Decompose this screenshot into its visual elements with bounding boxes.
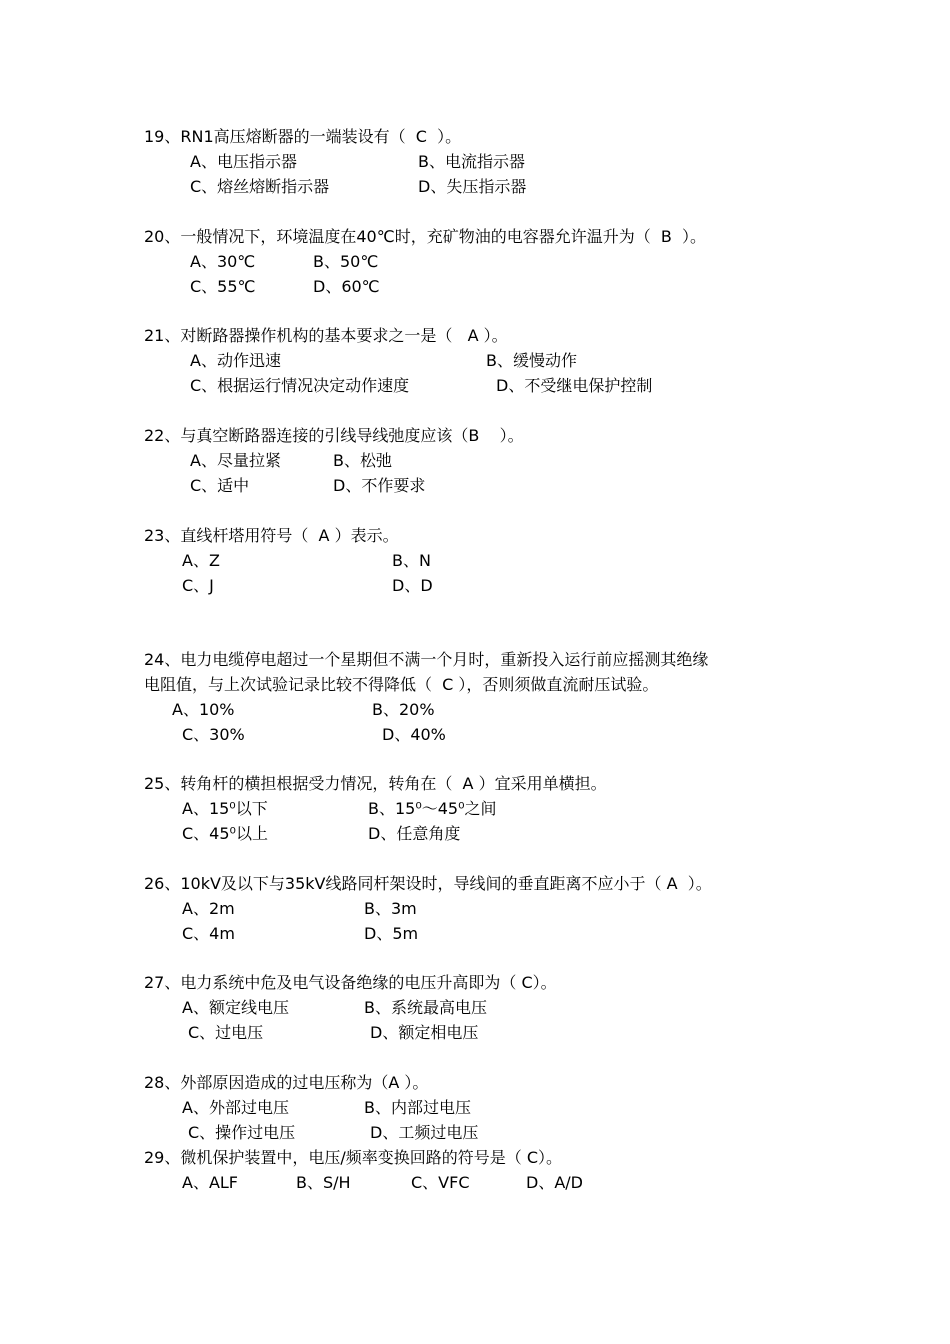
option-26-a: A、2m — [182, 899, 235, 918]
option-19-b: B、电流指示器 — [418, 152, 525, 171]
option-23-a: A、Z — [182, 551, 220, 570]
option-24-b: B、20% — [372, 700, 435, 719]
option-23-c: C、J — [182, 576, 214, 595]
question-29: 29、微机保护装置中，电压/频率变换回路的符号是（ C）。 — [144, 1148, 563, 1167]
question-20: 20、一般情况下，环境温度在40℃时，充矿物油的电容器允许温升为（ B ）。 — [144, 227, 707, 246]
option-22-d: D、不作要求 — [333, 476, 426, 495]
question-24: 24、电力电缆停电超过一个星期但不满一个月时，重新投入运行前应摇测其绝缘 — [144, 650, 709, 669]
option-25-d: D、任意角度 — [368, 824, 461, 843]
option-21-c: C、根据运行情况决定动作速度 — [190, 376, 410, 395]
option-28-c: C、操作过电压 — [188, 1123, 296, 1142]
option-19-c: C、熔丝熔断指示器 — [190, 177, 330, 196]
option-22-a: A、尽量拉紧 — [190, 451, 281, 470]
option-29-b: B、S/H — [296, 1173, 351, 1192]
option-23-b: B、N — [392, 551, 431, 570]
option-27-d: D、额定相电压 — [370, 1023, 479, 1042]
question-23: 23、直线杆塔用符号（ A ）表示。 — [144, 526, 399, 545]
question-28: 28、外部原因造成的过电压称为（A ）。 — [144, 1073, 429, 1092]
option-24-a: A、10% — [172, 700, 235, 719]
option-26-c: C、4m — [182, 924, 235, 943]
option-28-d: D、工频过电压 — [370, 1123, 479, 1142]
option-20-a: A、30℃ — [190, 252, 256, 271]
option-21-d: D、不受继电保护控制 — [496, 376, 653, 395]
option-19-a: A、电压指示器 — [190, 152, 297, 171]
option-27-a: A、额定线电压 — [182, 998, 289, 1017]
option-19-d: D、失压指示器 — [418, 177, 527, 196]
question-19: 19、RN1高压熔断器的一端装设有（ C ）。 — [144, 127, 462, 146]
option-21-a: A、动作迅速 — [190, 351, 281, 370]
option-29-d: D、A/D — [526, 1173, 583, 1192]
option-22-b: B、松弛 — [333, 451, 392, 470]
option-25-b: B、15⁰～45⁰之间 — [368, 799, 497, 818]
option-20-b: B、50℃ — [313, 252, 379, 271]
option-27-c: C、过电压 — [188, 1023, 264, 1042]
option-21-b: B、缓慢动作 — [486, 351, 577, 370]
question-26: 26、10kV及以下与35kV线路同杆架设时，导线间的垂直距离不应小于（ A ）。 — [144, 874, 712, 893]
option-28-b: B、内部过电压 — [364, 1098, 471, 1117]
question-24-continued: 电阻值，与上次试验记录比较不得降低（ C ），否则须做直流耐压试验。 — [144, 675, 659, 694]
option-20-c: C、55℃ — [190, 277, 256, 296]
option-24-d: D、40% — [382, 725, 446, 744]
question-21: 21、对断路器操作机构的基本要求之一是（ A ）。 — [144, 326, 508, 345]
option-26-b: B、3m — [364, 899, 417, 918]
option-29-c: C、VFC — [411, 1173, 470, 1192]
option-25-a: A、15⁰以下 — [182, 799, 268, 818]
option-23-d: D、D — [392, 576, 433, 595]
option-27-b: B、系统最高电压 — [364, 998, 487, 1017]
question-25: 25、转角杆的横担根据受力情况，转角在（ A ）宜采用单横担。 — [144, 774, 607, 793]
option-20-d: D、60℃ — [313, 277, 380, 296]
option-29-a: A、ALF — [182, 1173, 239, 1192]
option-22-c: C、适中 — [190, 476, 250, 495]
question-27: 27、电力系统中危及电气设备绝缘的电压升高即为（ C）。 — [144, 973, 557, 992]
option-25-c: C、45⁰以上 — [182, 824, 268, 843]
question-22: 22、与真空断路器连接的引线导线弛度应该（B ）。 — [144, 426, 524, 445]
option-24-c: C、30% — [182, 725, 245, 744]
option-26-d: D、5m — [364, 924, 419, 943]
option-28-a: A、外部过电压 — [182, 1098, 289, 1117]
